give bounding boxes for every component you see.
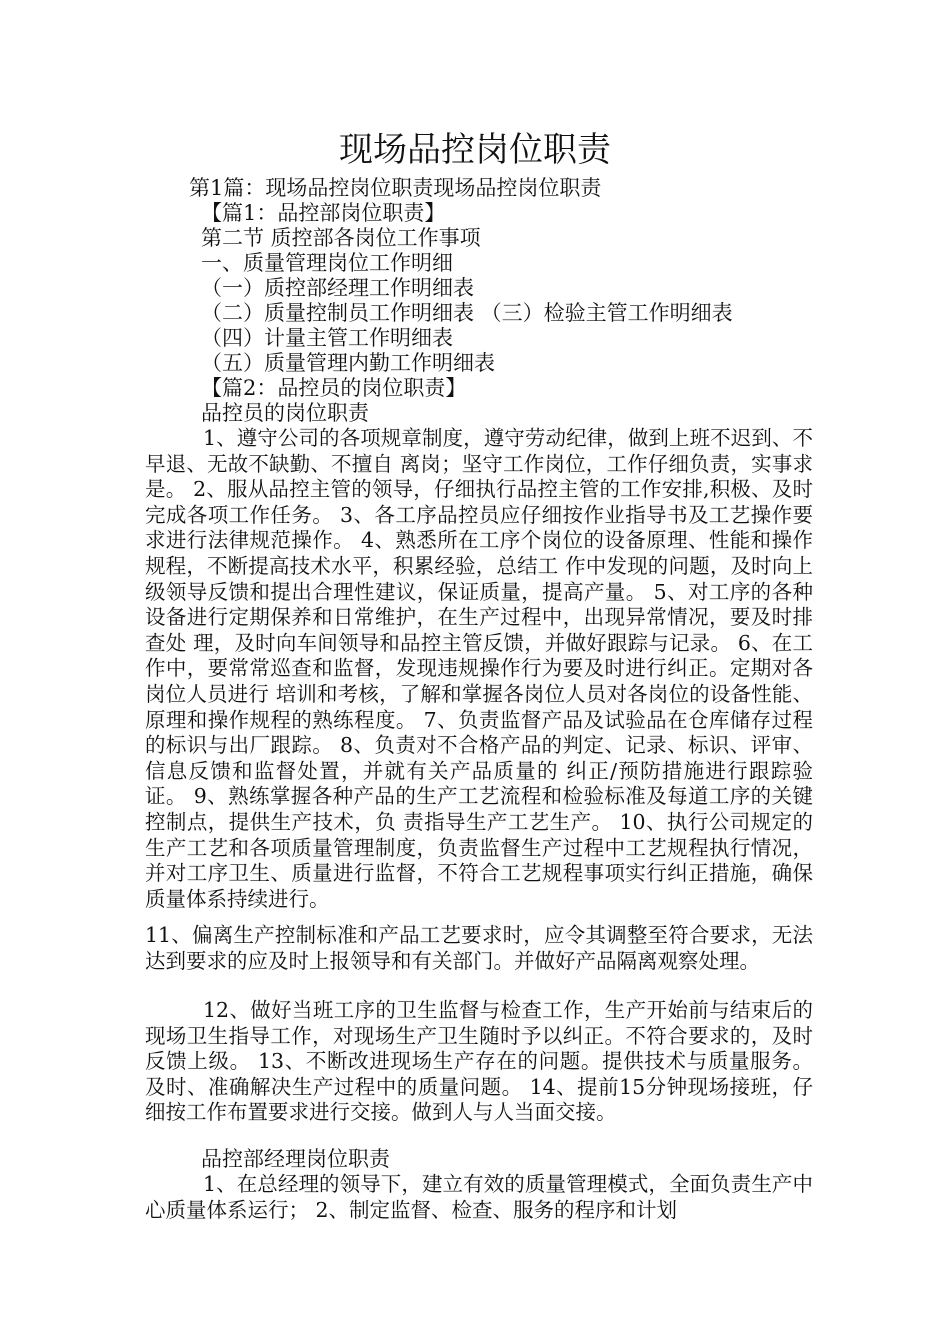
document-title: 现场品控岗位职责 (339, 130, 611, 170)
section-heading-1: 第1篇：现场品控岗位职责现场品控岗位职责 (189, 176, 602, 200)
list-item: （四）计量主管工作明细表 (201, 326, 453, 350)
section-subtitle: 品控员的岗位职责 (201, 401, 369, 425)
body-paragraph-1: 1、遵守公司的各项规章制度，遵守劳动纪律，做到上班不迟到、不早退、无故不缺勤、不擅自 离岗；坚守工作岗位，工作仔细负责，实事求是。 2、服从品控主管的领导，仔细执行品控主管的工作安排,积极、及时完成各项工作任务。 3、各工序品控员应仔细按作业指导书及工艺操作要求进行法律规范操作。 4、熟悉所在工序个岗位的设备原理、性能和操作规程，不断提高技术水平，积累经验，总结工 作中发现的问题，及时向上级领导反馈和提出合理性建议，保证质量，提高产量。 5、对工序的各种设备进行定期保养和日常维护，在生产过程中，出现异常情况，要及时排查处 理，及时向车间领导和品控主管反馈，并做好跟踪与记录。 6、在工作中，要常常巡查和监督，发现违规操作行为要及时进行纠正。定期对各岗位人员进行 培训和考核，了解和掌握各岗位人员对各岗位的设备性能、原理和操作规程的熟练程度。 7、负责监督产品及试验品在仓库储存过程的标识与出厂跟踪。 8、负责对不合格产品的判定、记录、标识、评审、信息反馈和监督处置，并就有关产品质量的 纠正/预防措施进行跟踪验证。 9、熟练掌握各种产品的生产工艺流程和检验标准及每道工序的关键控制点，提供生产技术，负 责指导生产工艺生产。 10、执行公司规定的生产工艺和各项质量管理制度，负责监督生产过程中工艺规程执行情况， 并对工序卫生、质量进行监督，不符合工艺规程事项实行纠正措施，确保质量体系持续进行。 (145, 426, 813, 911)
list-item: （五）质量管理内勤工作明细表 (201, 351, 495, 375)
list-item: （一）质控部经理工作明细表 (201, 276, 474, 300)
body-paragraph-4: 1、在总经理的领导下，建立有效的质量管理模式，全面负责生产中心质量体系运行； 2、制定监督、检查、服务的程序和计划 (145, 1172, 813, 1222)
article-heading-2: 【篇2：品控员的岗位职责】 (201, 376, 467, 400)
article-heading-1: 【篇1：品控部岗位职责】 (201, 201, 446, 225)
list-item: （二）质量控制员工作明细表 （三）检验主管工作明细表 (201, 301, 733, 325)
manager-duties-heading: 品控部经理岗位职责 (201, 1147, 390, 1171)
list-heading: 一、质量管理岗位工作明细 (201, 251, 453, 275)
subsection-heading: 第二节 质控部各岗位工作事项 (201, 226, 481, 250)
body-paragraph-3: 12、做好当班工序的卫生监督与检查工作，生产开始前与结束后的现场卫生指导工作，对现场生产卫生随时予以纠正。不符合要求的，及时反馈上级。 13、不断改进现场生产存在的问题。提供技术与质量服务。及时、准确解决生产过程中的质量问题。 14、提前15分钟现场接班，仔细按工作布置要求进行交接。做到人与人当面交接。 (145, 998, 813, 1125)
body-paragraph-2: 11、偏离生产控制标准和产品工艺要求时，应令其调整至符合要求，无法达到要求的应及时上报领导和有关部门。并做好产品隔离观察处理。 (145, 923, 813, 973)
